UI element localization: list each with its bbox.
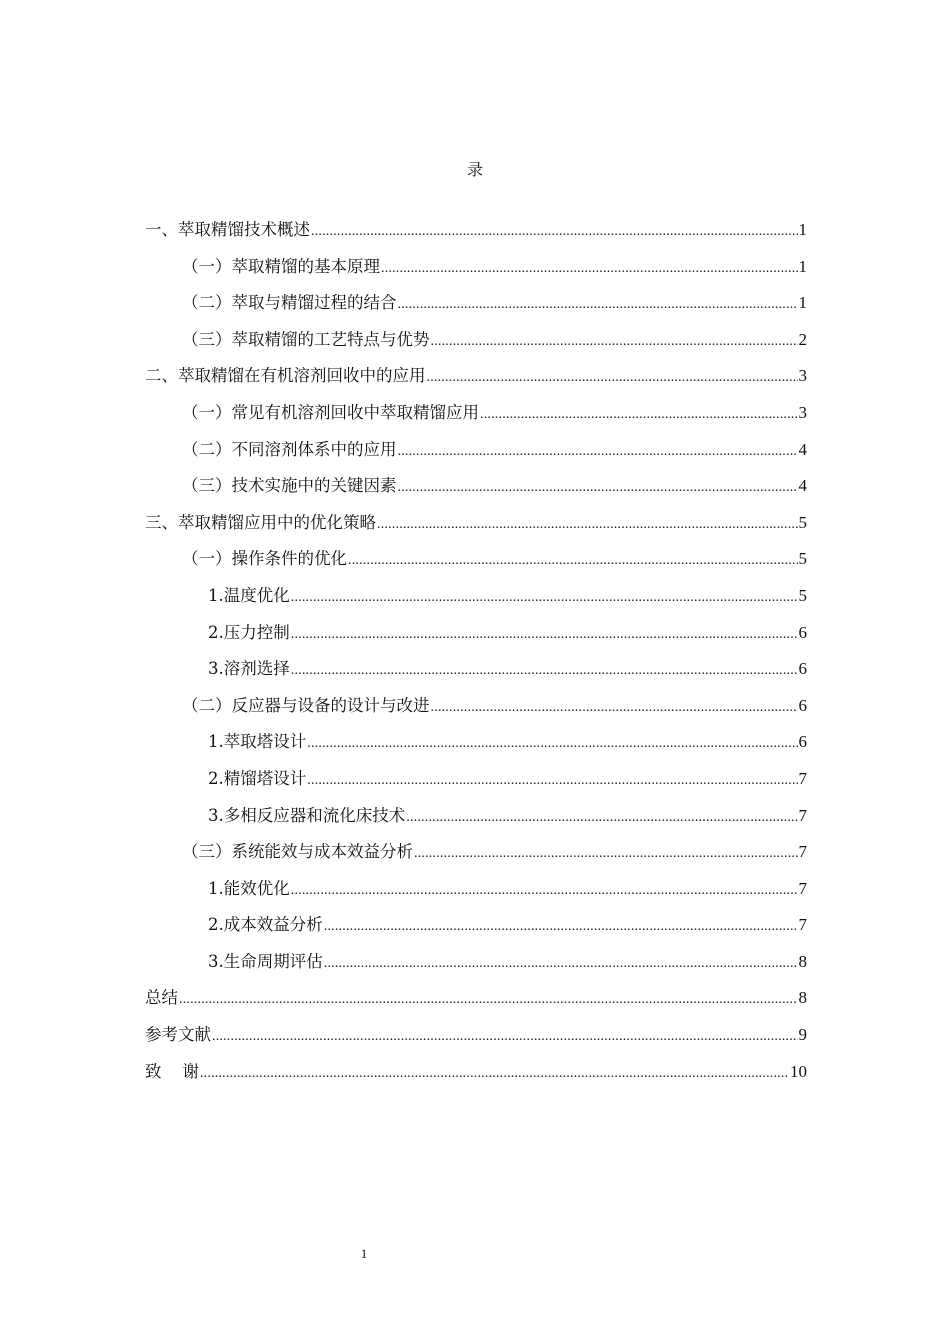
toc-entry-page: 4 bbox=[798, 439, 807, 459]
toc-entry[interactable] bbox=[145, 327, 807, 364]
toc-entry-label: 2.压力控制 bbox=[208, 622, 290, 642]
page-number: 1 bbox=[360, 1246, 368, 1261]
toc-entry[interactable] bbox=[145, 217, 807, 254]
toc-entry[interactable] bbox=[145, 949, 807, 986]
toc-leader-dots bbox=[480, 402, 798, 428]
toc-entry-page: 5 bbox=[798, 585, 807, 605]
toc-entry-page: 6 bbox=[798, 732, 807, 752]
toc-entry-label: 一、萃取精馏技术概述 bbox=[145, 220, 310, 239]
table-of-contents bbox=[145, 217, 807, 1095]
toc-entry-page: 3 bbox=[798, 402, 807, 422]
toc-entry-label: 3.生命周期评估 bbox=[208, 951, 323, 971]
toc-leader-dots bbox=[398, 475, 798, 501]
toc-leader-dots bbox=[291, 622, 798, 648]
toc-leader-dots bbox=[307, 768, 797, 794]
toc-entry-page: 5 bbox=[798, 549, 807, 569]
toc-entry-page: 1 bbox=[798, 220, 807, 239]
toc-entry-page: 6 bbox=[798, 659, 807, 679]
toc-entry-page: 7 bbox=[798, 915, 807, 935]
toc-leader-dots bbox=[179, 987, 798, 1013]
toc-leader-dots bbox=[324, 951, 798, 977]
toc-leader-dots bbox=[307, 731, 797, 757]
toc-entry[interactable] bbox=[145, 1022, 807, 1059]
toc-entry-page: 1 bbox=[798, 293, 807, 313]
toc-leader-dots bbox=[381, 256, 798, 282]
toc-entry-page: 7 bbox=[798, 768, 807, 788]
toc-entry[interactable] bbox=[145, 656, 807, 693]
toc-leader-dots bbox=[377, 512, 798, 538]
toc-entry-page: 8 bbox=[798, 951, 807, 971]
toc-leader-dots bbox=[348, 548, 798, 574]
toc-entry[interactable] bbox=[145, 363, 807, 400]
toc-entry[interactable] bbox=[145, 583, 807, 620]
toc-entry[interactable] bbox=[145, 1059, 807, 1096]
toc-title: 录 bbox=[466, 160, 483, 179]
toc-leader-dots bbox=[398, 439, 798, 465]
toc-entry[interactable] bbox=[145, 803, 807, 840]
toc-leader-dots bbox=[291, 658, 798, 684]
toc-entry-page: 8 bbox=[798, 988, 807, 1008]
toc-entry-page: 4 bbox=[798, 476, 807, 496]
toc-entry-page: 6 bbox=[798, 695, 807, 715]
toc-entry[interactable] bbox=[145, 912, 807, 949]
toc-entry[interactable] bbox=[145, 876, 807, 913]
toc-leader-dots bbox=[406, 805, 797, 831]
toc-entry-page: 9 bbox=[798, 1025, 807, 1045]
toc-entry-label: 2.成本效益分析 bbox=[208, 915, 323, 935]
toc-entry-label: 致 谢 bbox=[145, 1061, 199, 1081]
toc-entry-label: 1.能效优化 bbox=[208, 878, 290, 898]
toc-entry-label: （三）系统能效与成本效益分析 bbox=[182, 842, 413, 862]
toc-leader-dots bbox=[431, 695, 798, 721]
toc-entry-label: 二、萃取精馏在有机溶剂回收中的应用 bbox=[145, 366, 426, 386]
toc-leader-dots bbox=[200, 1061, 789, 1087]
toc-entry[interactable] bbox=[145, 620, 807, 657]
toc-entry[interactable] bbox=[145, 693, 807, 730]
toc-leader-dots bbox=[398, 292, 798, 318]
toc-entry[interactable] bbox=[145, 290, 807, 327]
toc-entry-page: 5 bbox=[798, 512, 807, 532]
toc-leader-dots bbox=[427, 365, 798, 391]
toc-entry-label: （三）萃取精馏的工艺特点与优势 bbox=[182, 329, 430, 349]
toc-leader-dots bbox=[212, 1024, 798, 1050]
toc-entry-label: （二）反应器与设备的设计与改进 bbox=[182, 695, 430, 715]
toc-entry-label: （二）不同溶剂体系中的应用 bbox=[182, 439, 397, 459]
toc-entry[interactable] bbox=[145, 400, 807, 437]
toc-entry-label: （一）常见有机溶剂回收中萃取精馏应用 bbox=[182, 402, 479, 422]
toc-entry-label: 1.萃取塔设计 bbox=[208, 732, 307, 752]
toc-leader-dots bbox=[291, 878, 798, 904]
toc-entry[interactable] bbox=[145, 473, 807, 510]
toc-entry-label: （二）萃取与精馏过程的结合 bbox=[182, 293, 397, 313]
toc-leader-dots bbox=[431, 329, 798, 355]
toc-entry-label: 总结 bbox=[145, 988, 178, 1008]
toc-entry-label: 参考文献 bbox=[145, 1025, 211, 1045]
toc-entry[interactable] bbox=[145, 510, 807, 547]
toc-entry-label: （一）萃取精馏的基本原理 bbox=[182, 256, 380, 276]
toc-entry[interactable] bbox=[145, 985, 807, 1022]
toc-entry-label: （一）操作条件的优化 bbox=[182, 549, 347, 569]
toc-leader-dots bbox=[311, 219, 798, 245]
toc-entry[interactable] bbox=[145, 766, 807, 803]
toc-entry-label: 3.溶剂选择 bbox=[208, 659, 290, 679]
toc-leader-dots bbox=[324, 914, 798, 940]
toc-entry[interactable] bbox=[145, 839, 807, 876]
toc-entry-label: 2.精馏塔设计 bbox=[208, 768, 307, 788]
toc-entry-page: 1 bbox=[798, 256, 807, 276]
toc-leader-dots bbox=[291, 585, 798, 611]
toc-entry-page: 7 bbox=[798, 842, 807, 862]
toc-entry-label: 三、萃取精馏应用中的优化策略 bbox=[145, 512, 376, 532]
toc-entry-page: 2 bbox=[798, 329, 807, 349]
toc-entry-label: （三）技术实施中的关键因素 bbox=[182, 476, 397, 496]
toc-entry-page: 7 bbox=[798, 805, 807, 825]
toc-entry-label: 3.多相反应器和流化床技术 bbox=[208, 805, 406, 825]
toc-entry-page: 10 bbox=[790, 1061, 807, 1081]
toc-entry-page: 7 bbox=[798, 878, 807, 898]
toc-entry-label: 1.温度优化 bbox=[208, 585, 290, 605]
toc-entry[interactable] bbox=[145, 254, 807, 291]
toc-entry[interactable] bbox=[145, 546, 807, 583]
toc-entry-page: 6 bbox=[798, 622, 807, 642]
toc-entry-page: 3 bbox=[798, 366, 807, 386]
toc-entry[interactable] bbox=[145, 729, 807, 766]
toc-leader-dots bbox=[414, 841, 798, 867]
toc-entry[interactable] bbox=[145, 437, 807, 474]
